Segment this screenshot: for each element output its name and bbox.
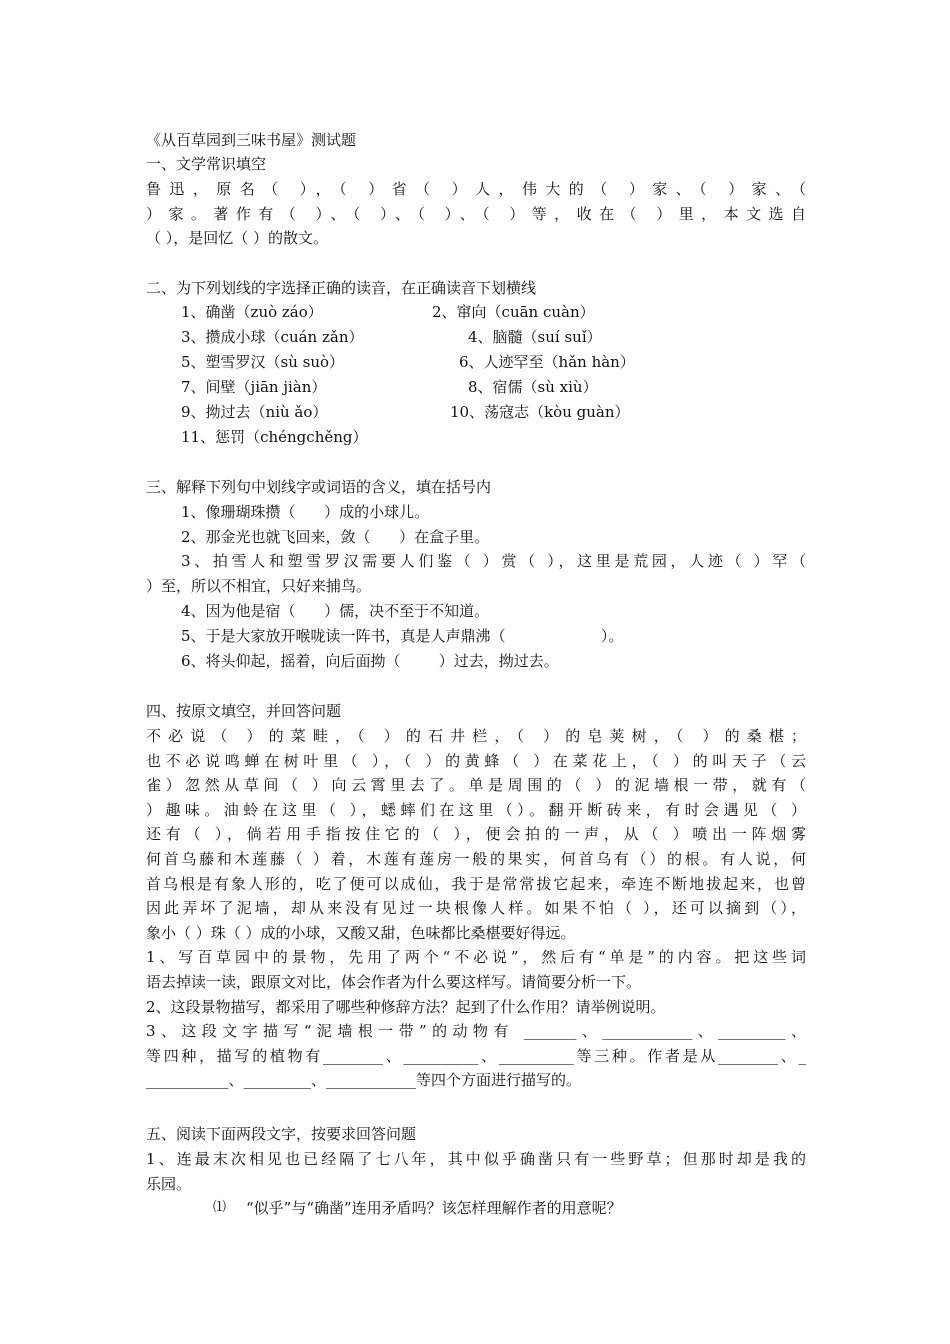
passage-line: 不必说（ ）的菜畦，（ ）的石井栏，（ ）的皂荚树，（ ）的桑椹； <box>146 727 806 745</box>
question-line: 1、写百草园中的景物，先用了两个“不必说”，然后有“单是”的内容。把这些词 <box>146 948 806 967</box>
text-line: （ ），是回忆（ ）的散文。 <box>146 229 329 248</box>
sub-question-text: “似乎”与“确凿”连用矛盾吗？该怎样理解作者的用意呢？ <box>246 1199 622 1217</box>
question-line: 5、于是大家放开喉咙读一阵书，真是人声鼎沸（ ）。 <box>181 627 624 645</box>
question-line: 语去掉读一读，跟原文对比，体会作者为什么要这样写。请简要分析一下。 <box>146 972 642 991</box>
pinyin-item: 4、脑髓（suí suǐ） <box>468 328 602 346</box>
question-line: 2、那金光也就飞回来，敛（ ）在盒子里。 <box>181 528 490 546</box>
pinyin-item: 5、塑雪罗汉（sù suò） <box>181 353 345 371</box>
question-line: 3、拍雪人和塑雪罗汉需要人们鉴（ ）赏（ ），这里是荒园，人迹（ ）罕（ <box>181 552 806 570</box>
pinyin-item: 11、惩罚（chéngchěng） <box>181 428 368 446</box>
pinyin-item: 6、人迹罕至（hǎn hàn） <box>459 353 635 371</box>
section-5-body <box>146 1147 806 1196</box>
document-title: 《从百草园到三味书屋》测试题 <box>146 131 357 149</box>
sub-question-number: ⑴ <box>213 1200 227 1215</box>
question-line: 1、像珊瑚珠攒（ ）成的小球儿。 <box>181 503 430 521</box>
question-line: 6、将头仰起，摇着，向后面拗（ ）过去，拗过去。 <box>181 652 559 670</box>
passage-line: 首乌根是有象人形的，吃了便可以成仙，我于是常常拔它起来，牵连不断地拔起来，也曾 <box>146 874 806 893</box>
text-line: 鲁迅，原名（ ），（ ）省（ ）人，伟大的（ ）家、（ ）家、（ <box>146 180 806 198</box>
section-1-body <box>146 177 806 251</box>
passage-line: 还有（ ），倘若用手指按住它的（ ），便会拍的一声，从（ ）喷出一阵烟雾 <box>146 825 806 844</box>
text-line: ）家。著作有（ ）、（ ）、（ ）、（ ）等，收在（ ）里，本文选自 <box>146 204 806 223</box>
section-1-heading: 一、文学常识填空 <box>146 155 267 173</box>
passage-line: 因此弄坏了泥墙，却从来没有见过一块根像人样。如果不怕（ ），还可以摘到（）， <box>146 899 806 918</box>
pinyin-item: 1、确凿（zuò záo） <box>181 303 323 321</box>
question-line: ）至，所以不相宜，只好来捕鸟。 <box>146 577 372 595</box>
passage-line: 乐园。 <box>146 1174 192 1193</box>
section-3-heading: 三、解释下列句中划线字或词语的含义，填在括号内 <box>146 478 492 496</box>
passage-line: 雀）忽然从草间（ ）向云霄里去了。单是周围的（ ）的泥墙根一带，就有（ <box>146 776 806 795</box>
question-3-block <box>181 549 806 574</box>
section-5-heading: 五、阅读下面两段文字，按要求回答问题 <box>146 1125 417 1143</box>
pinyin-item: 3、攒成小球（cuán zǎn） <box>181 328 364 346</box>
passage-line: 也不必说鸣蝉在树叶里（ ），（ ）的黄蜂（ ）在菜花上，（ ）的叫天子（云 <box>146 751 806 770</box>
pinyin-item: 2、窜向（cuān cuàn） <box>432 303 595 321</box>
passage-line: 象小（ ）珠（ ）成的小球，又酸又甜，色味都比桑椹要好得远。 <box>146 923 576 942</box>
pinyin-item: 8、宿儒（sù xiù） <box>468 378 598 396</box>
question-line: 3、这段文字描写“泥墙根一带”的动物有 _______、____________、_________、 <box>146 1022 806 1041</box>
section-2-heading: 二、为下列划线的字选择正确的读音，在正确读音下划横线 <box>146 279 537 297</box>
question-line: 2、这段景物描写，都采用了哪些种修辞方法？起到了什么作用？请举例说明。 <box>146 997 666 1016</box>
question-line: 等四种，描写的植物有________、__________、__________等三种。作者是从________、_ <box>146 1046 806 1065</box>
question-line: ___________、_________、____________等四个方面进行描写的。 <box>146 1071 582 1090</box>
passage-line: ）趣味。油蛉在这里（ ），蟋蟀们在这里（）。翻开断砖来，有时会遇见（ ） <box>146 800 806 819</box>
section-4-passage <box>146 724 806 1093</box>
passage-line: 1、连最末次相见也已经隔了七八年，其中似乎确凿只有一些野草；但那时却是我的 <box>146 1150 806 1168</box>
section-4-heading: 四、按原文填空，并回答问题 <box>146 702 342 720</box>
pinyin-item: 9、拗过去（niù ǎo） <box>181 403 328 421</box>
question-line: 4、因为他是宿（ ）儒，决不至于不知道。 <box>181 602 490 620</box>
pinyin-item: 7、间壁（jiān jiàn） <box>181 378 327 396</box>
pinyin-item: 10、荡寇志（kòu guàn） <box>450 403 630 421</box>
passage-line: 何首乌藤和木莲藤（ ）着，木莲有莲房一般的果实，何首乌有（）的根。有人说，何 <box>146 849 806 868</box>
